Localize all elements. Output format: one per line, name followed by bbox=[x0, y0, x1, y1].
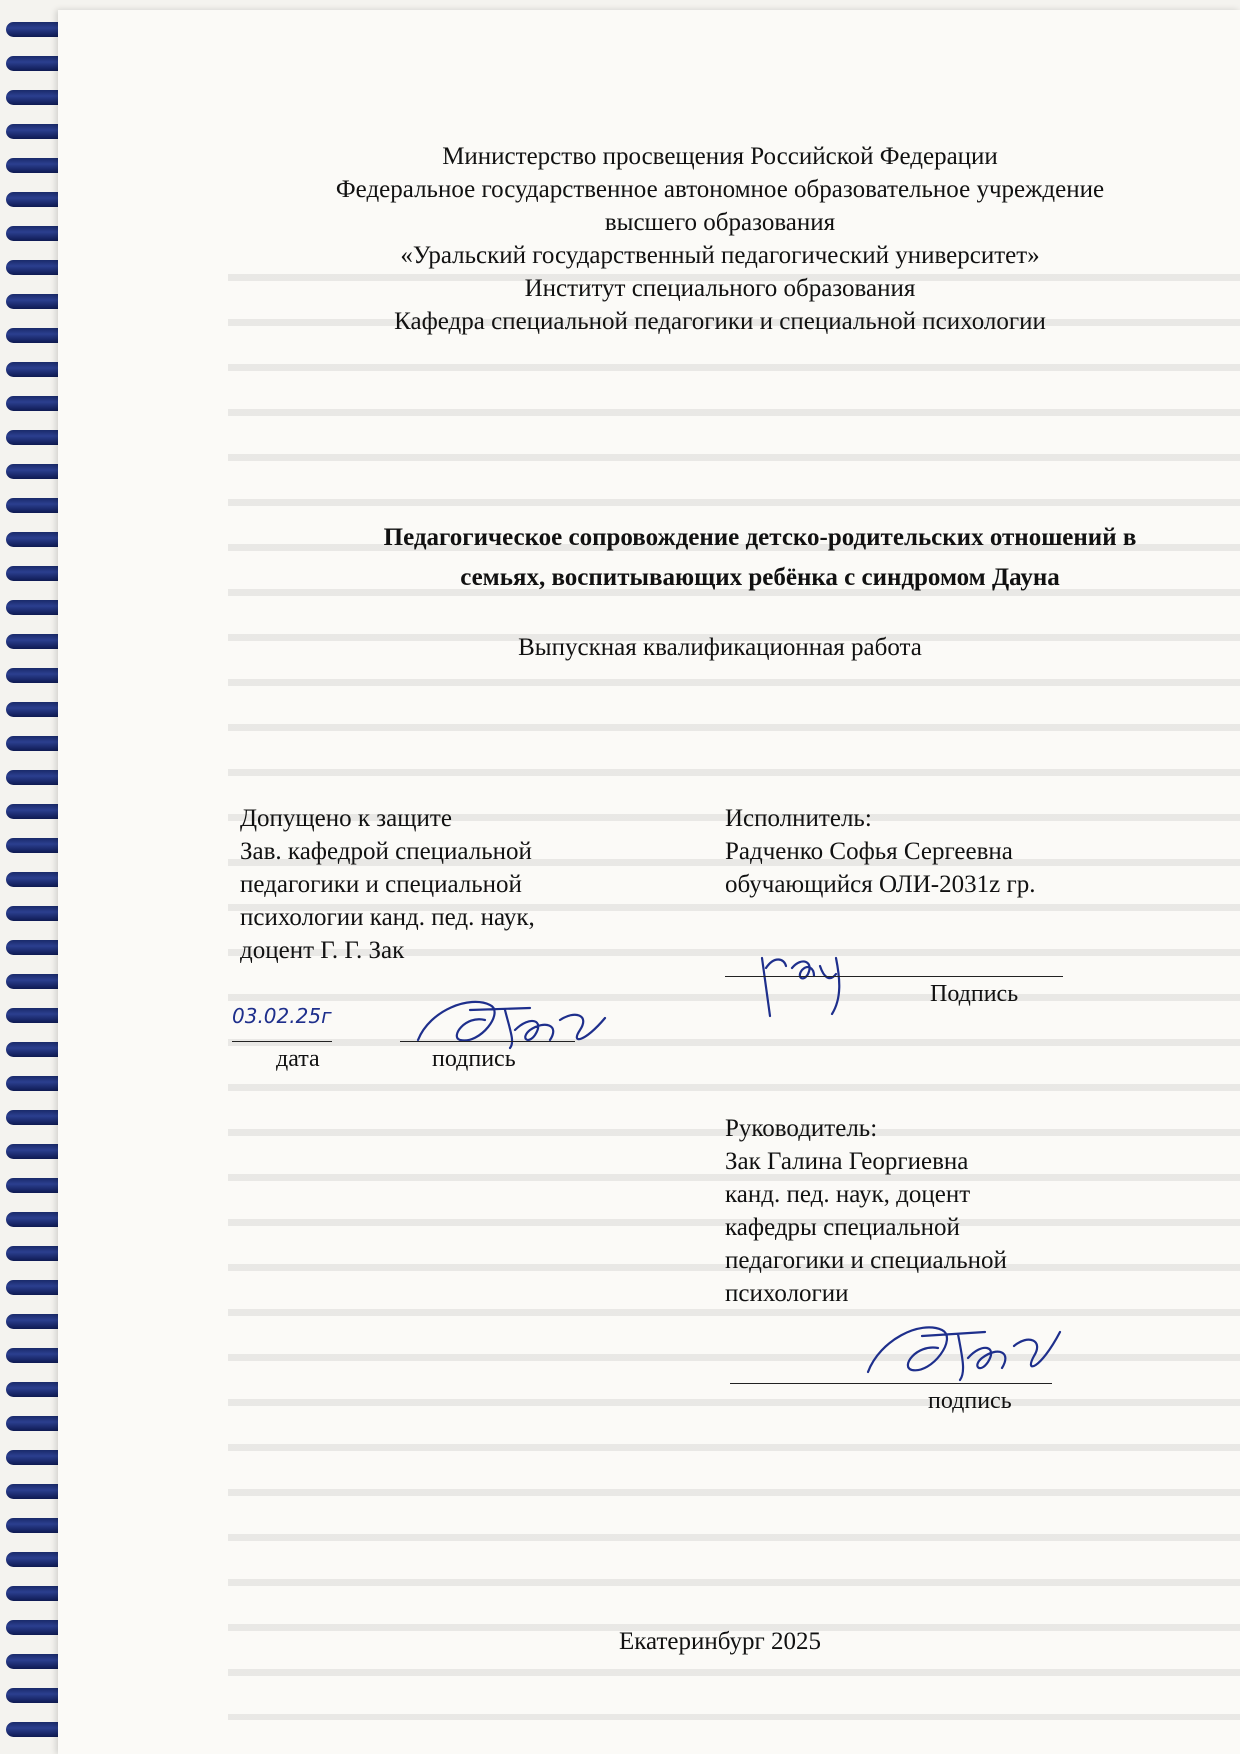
university-name: «Уральский государственный педагогический университет» bbox=[400, 242, 1040, 269]
admission-position-3: психологии канд. пед. наук, bbox=[240, 904, 535, 931]
department-name: Кафедра специальной педагогики и специальной психологии bbox=[394, 308, 1046, 335]
thesis-title-line-2: семьях, воспитывающих ребёнка с синдромом Дауна bbox=[460, 564, 1060, 591]
admission-position-2: педагогики и специальной bbox=[240, 871, 522, 898]
work-type: Выпускная квалификационная работа bbox=[518, 634, 922, 661]
thesis-title-line-1: Педагогическое сопровождение детско-родительских отношений в bbox=[383, 524, 1137, 551]
reverse-side-bleed bbox=[228, 240, 1240, 1720]
executor-signature-line bbox=[725, 976, 1063, 977]
institution-header bbox=[160, 140, 1240, 338]
institute-name: Институт специального образования bbox=[524, 275, 916, 302]
supervisor-signature-label: подпись bbox=[928, 1388, 1012, 1414]
admission-position-1: Зав. кафедрой специальной bbox=[240, 838, 532, 865]
executor-signature-label: Подпись bbox=[930, 981, 1019, 1007]
institution-type-line: Федеральное государственное автономное образовательное учреждение bbox=[335, 176, 1105, 203]
supervisor-signature bbox=[860, 1312, 1070, 1394]
handwritten-date: 03.02.25г bbox=[232, 1004, 332, 1028]
supervisor-degree: канд. пед. наук, доцент bbox=[725, 1181, 971, 1208]
date-label: дата bbox=[276, 1046, 320, 1072]
executor-name: Радченко Софья Сергеевна bbox=[725, 838, 1013, 865]
admission-heading: Допущено к защите bbox=[240, 805, 452, 832]
supervisor-block bbox=[725, 1112, 1007, 1310]
supervisor-name: Зак Галина Георгиевна bbox=[725, 1148, 969, 1175]
supervisor-position-3: психологии bbox=[725, 1280, 849, 1307]
thesis-title bbox=[280, 518, 1240, 598]
executor-block bbox=[725, 802, 1035, 901]
admission-signature-line bbox=[400, 1041, 575, 1042]
supervisor-signature-line bbox=[730, 1383, 1052, 1384]
executor-heading: Исполнитель: bbox=[725, 805, 872, 832]
date-line bbox=[232, 1041, 332, 1042]
admission-person: доцент Г. Г. Зак bbox=[240, 937, 405, 964]
admission-block bbox=[240, 802, 535, 967]
admission-signature-label: подпись bbox=[432, 1046, 516, 1072]
education-level-line: высшего образования bbox=[604, 209, 836, 236]
supervisor-position-2: педагогики и специальной bbox=[725, 1247, 1007, 1274]
city-year: Екатеринбург 2025 bbox=[618, 1628, 822, 1655]
executor-group: обучающийся ОЛИ-2031z гр. bbox=[725, 871, 1036, 898]
supervisor-position-1: кафедры специальной bbox=[725, 1214, 960, 1241]
executor-signature bbox=[752, 928, 862, 1020]
supervisor-heading: Руководитель: bbox=[725, 1115, 878, 1142]
ministry-line: Министерство просвещения Российской Федерации bbox=[442, 143, 998, 170]
